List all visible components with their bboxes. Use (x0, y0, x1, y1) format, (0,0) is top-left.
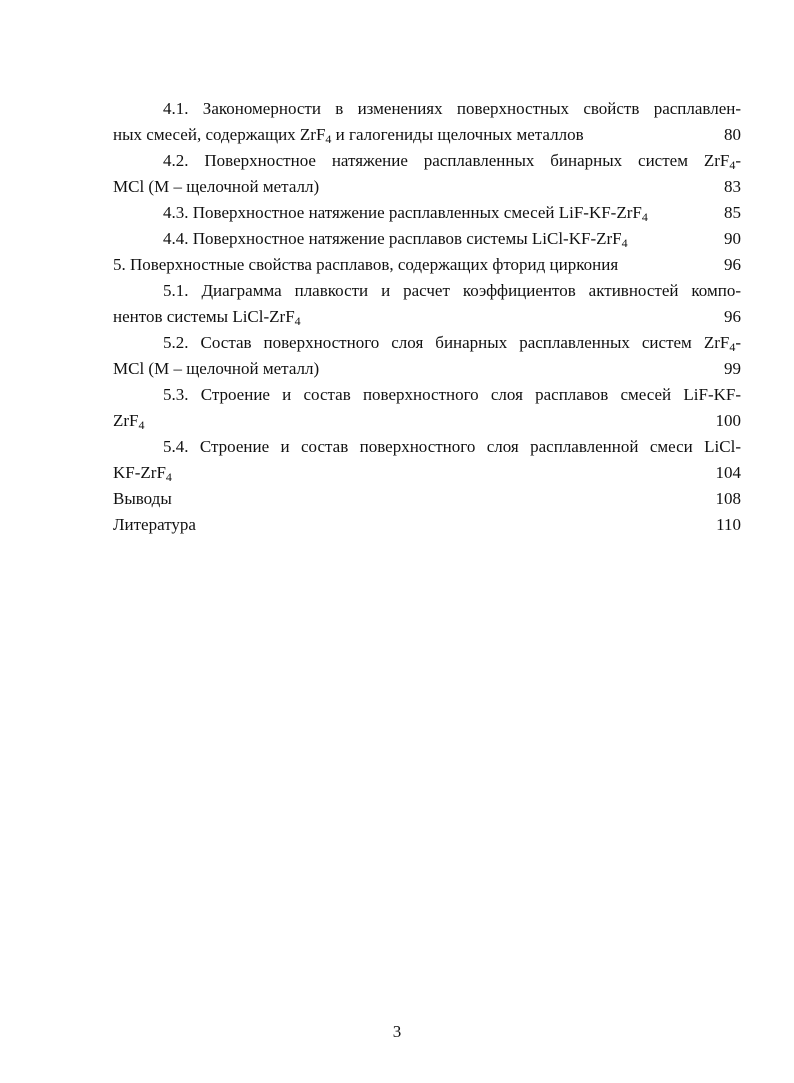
toc-entry-title-cont: ZrF$_4$ (113, 411, 145, 432)
toc-page-number: 96 (724, 307, 741, 326)
toc-entry-title-cont: ных смесей, содержащих ZrF$_4$ и галогениды щелочных металлов (113, 125, 584, 146)
toc-entry-title-cont: MCl (M – щелочной металл) (113, 359, 320, 378)
toc-entry-title: 5.4. Строение и состав поверхностного слоя расплавленной смеси LiCl- (163, 437, 741, 456)
table-of-contents (113, 96, 741, 538)
toc-page-number: 110 (716, 515, 741, 534)
toc-entry-title-cont: MCl (M – щелочной металл) (113, 177, 320, 196)
toc-entry-title: 4.3. Поверхностное натяжение расплавленных смесей LiF-KF-ZrF$_4$ (163, 203, 648, 224)
toc-entry-title: 5.1. Диаграмма плавкости и расчет коэффициентов активностей компо- (163, 281, 741, 300)
toc-entry-title: 4.1. Закономерности в изменениях поверхностных свойств расплавлен- (163, 99, 741, 118)
toc-entry-title: 5.3. Строение и состав поверхностного слоя расплавов смесей LiF-KF- (163, 385, 741, 404)
toc-entry-title: 5. Поверхностные свойства расплавов, содержащих фторид циркония (113, 255, 619, 274)
toc-page-number: 90 (724, 229, 741, 248)
toc-entry-5-1[interactable] (113, 278, 741, 330)
toc-entry-title-cont: нентов системы LiCl-ZrF$_4$ (113, 307, 301, 328)
toc-entry-4-1[interactable] (113, 96, 741, 148)
toc-page-number: 99 (724, 359, 741, 378)
toc-page-number: 85 (724, 203, 741, 222)
toc-entry-title: Выводы (113, 489, 172, 508)
toc-entry-4-4[interactable] (113, 226, 741, 252)
toc-entry-conclusions[interactable] (113, 486, 741, 512)
footer-page-number: 3 (392, 1022, 402, 1041)
toc-page-number: 100 (715, 411, 741, 430)
toc-entry-title: 4.2. Поверхностное натяжение расплавленных бинарных систем ZrF$_4$- (163, 151, 741, 172)
toc-entry-4-3[interactable] (113, 200, 741, 226)
toc-entry-5-2[interactable] (113, 330, 741, 382)
toc-page-number: 108 (715, 489, 741, 508)
toc-entry-5-4[interactable] (113, 434, 741, 486)
toc-page-number: 104 (715, 463, 741, 482)
toc-entry-title: Литература (113, 515, 196, 534)
toc-entry-references[interactable] (113, 512, 741, 538)
toc-entry-title-cont: KF-ZrF$_4$ (113, 463, 172, 484)
toc-entry-5[interactable] (113, 252, 741, 278)
toc-entry-title: 4.4. Поверхностное натяжение расплавов системы LiCl-KF-ZrF$_4$ (163, 229, 628, 250)
toc-entry-title: 5.2. Состав поверхностного слоя бинарных расплавленных систем ZrF$_4$- (163, 333, 741, 354)
toc-page-number: 96 (724, 255, 741, 274)
toc-page-number: 83 (724, 177, 741, 196)
toc-page-number: 80 (724, 125, 741, 144)
toc-entry-4-2[interactable] (113, 148, 741, 200)
toc-entry-5-3[interactable] (113, 382, 741, 434)
